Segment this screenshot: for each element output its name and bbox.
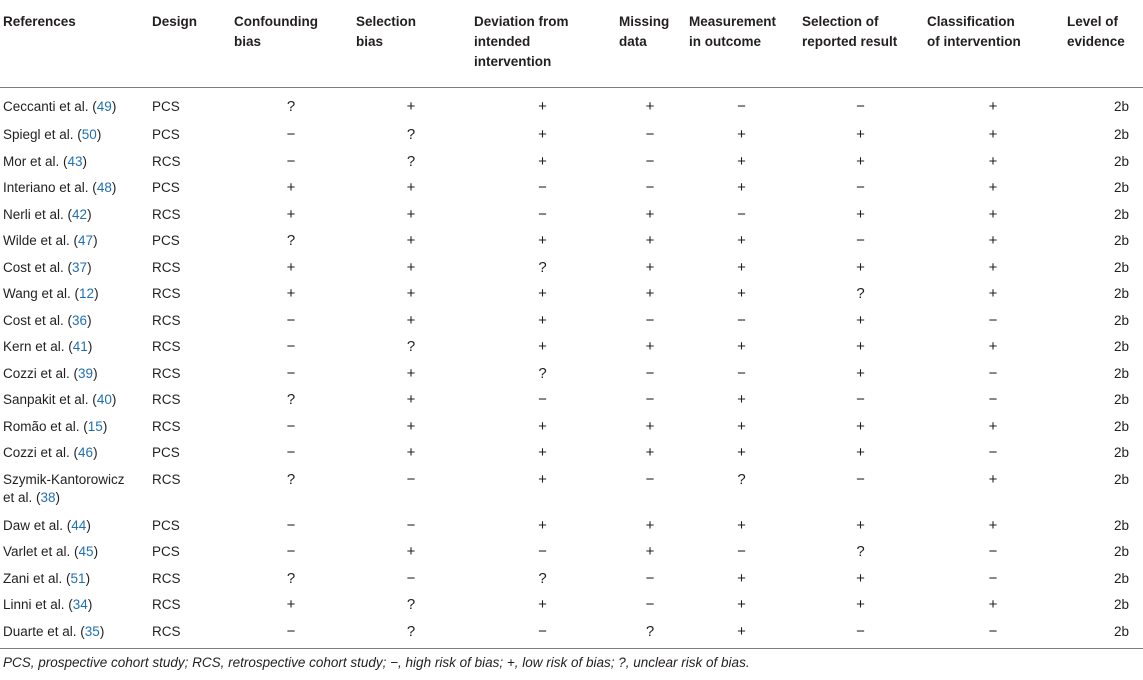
citation-paren: ) bbox=[102, 418, 108, 434]
bias-rating-cell: + bbox=[538, 596, 547, 613]
bias-rating-cell: + bbox=[856, 364, 865, 382]
reference-cell bbox=[0, 307, 152, 334]
reference-cell bbox=[0, 439, 152, 466]
column-header: Measurement in outcome bbox=[689, 14, 777, 49]
design-cell: PCS bbox=[152, 127, 180, 142]
evidence-level-cell: 2b bbox=[1113, 471, 1129, 487]
reference-name: Cost et al. ( bbox=[3, 259, 73, 275]
bias-rating-cell: + bbox=[406, 232, 416, 249]
bias-rating-cell: − bbox=[286, 364, 296, 382]
reference-name: Kern et al. ( bbox=[3, 339, 73, 354]
bias-rating-cell: − bbox=[988, 622, 998, 640]
bias-rating-cell: − bbox=[286, 444, 296, 461]
bias-rating-cell: + bbox=[988, 470, 998, 488]
citation-link[interactable]: 37 bbox=[72, 259, 88, 275]
bias-rating-cell: − bbox=[737, 97, 746, 115]
table-row bbox=[0, 360, 1143, 387]
reference-cell bbox=[0, 413, 152, 440]
bias-rating-cell: + bbox=[737, 258, 746, 276]
evidence-level-cell: 2b bbox=[1113, 418, 1129, 434]
design-cell: RCS bbox=[152, 286, 181, 301]
bias-rating-cell: + bbox=[856, 205, 865, 223]
bias-rating-cell: ? bbox=[856, 543, 865, 560]
table-row bbox=[0, 413, 1143, 440]
reference-name: Cost et al. ( bbox=[3, 312, 73, 328]
table-row bbox=[0, 87, 1143, 121]
reference-cell bbox=[0, 565, 152, 592]
table-row bbox=[0, 512, 1143, 539]
table-row bbox=[0, 148, 1143, 175]
reference-name: Szymik-Kantorowicz et al. ( bbox=[3, 471, 125, 505]
citation-link[interactable]: 40 bbox=[96, 392, 112, 407]
bias-rating-cell: − bbox=[645, 596, 655, 613]
bias-rating-cell: + bbox=[406, 205, 416, 223]
reference-name: Wilde et al. ( bbox=[3, 233, 79, 248]
bias-rating-cell: − bbox=[737, 311, 746, 329]
bias-rating-cell: + bbox=[737, 417, 746, 435]
citation-link[interactable]: 49 bbox=[96, 98, 112, 114]
bias-rating-cell: + bbox=[856, 569, 865, 587]
evidence-level-cell: 2b bbox=[1113, 392, 1129, 407]
bias-rating-cell: + bbox=[737, 338, 746, 355]
design-cell: PCS bbox=[152, 98, 180, 114]
bias-rating-cell: + bbox=[538, 417, 547, 435]
column-header: Confounding bias bbox=[234, 14, 318, 49]
column-header: References bbox=[3, 14, 76, 29]
design-cell: PCS bbox=[152, 233, 180, 248]
citation-link[interactable]: 34 bbox=[72, 597, 88, 612]
bias-rating-cell: − bbox=[286, 311, 296, 329]
bias-rating-cell: ? bbox=[286, 391, 296, 408]
citation-link[interactable]: 50 bbox=[81, 127, 97, 142]
bias-rating-cell: + bbox=[988, 417, 998, 435]
reference-cell bbox=[0, 591, 152, 618]
bias-rating-cell: − bbox=[406, 569, 416, 587]
citation-paren: ) bbox=[111, 98, 117, 114]
bias-rating-cell: − bbox=[988, 444, 998, 461]
reference-cell bbox=[0, 87, 152, 121]
bias-rating-cell: − bbox=[286, 152, 296, 170]
column-header: Deviation from intended intervention bbox=[474, 14, 569, 69]
citation-paren: ) bbox=[87, 312, 92, 328]
citation-link[interactable]: 51 bbox=[70, 570, 86, 586]
bias-rating-cell: ? bbox=[538, 258, 547, 276]
reference-cell bbox=[0, 386, 152, 413]
bias-rating-cell: − bbox=[538, 543, 547, 560]
bias-rating-cell: ? bbox=[286, 569, 296, 587]
reference-name: Sanpakit et al. ( bbox=[3, 392, 97, 407]
bias-rating-cell: − bbox=[538, 622, 547, 640]
bias-rating-cell: ? bbox=[538, 569, 547, 587]
citation-paren: ) bbox=[55, 489, 61, 505]
bias-rating-cell: + bbox=[406, 391, 416, 408]
bias-rating-cell: ? bbox=[406, 596, 416, 613]
table-footnote: PCS, prospective cohort study; RCS, retrospective cohort study; −, high risk of bias; +, low risk of bias; ?, unclear risk of bias. bbox=[3, 655, 750, 670]
design-cell: RCS bbox=[152, 206, 181, 222]
evidence-level-cell: 2b bbox=[1113, 544, 1129, 559]
citation-paren: ) bbox=[86, 517, 91, 533]
bias-rating-cell: + bbox=[737, 126, 746, 143]
bias-rating-cell: + bbox=[406, 179, 416, 196]
design-cell: RCS bbox=[152, 471, 181, 487]
reference-cell bbox=[0, 466, 152, 512]
bias-rating-cell: ? bbox=[406, 622, 416, 640]
bias-rating-cell: + bbox=[856, 338, 865, 355]
citation-link[interactable]: 38 bbox=[40, 489, 56, 505]
reference-cell bbox=[0, 538, 152, 565]
bias-rating-cell: + bbox=[406, 417, 416, 435]
bias-rating-cell: + bbox=[737, 622, 746, 640]
citation-link[interactable]: 15 bbox=[87, 418, 103, 434]
bias-rating-cell: − bbox=[988, 391, 998, 408]
reference-cell bbox=[0, 333, 152, 360]
reference-name: Ceccanti et al. ( bbox=[3, 98, 97, 114]
citation-link[interactable]: 44 bbox=[71, 517, 87, 533]
bias-rating-cell: − bbox=[856, 470, 865, 488]
bias-rating-cell: + bbox=[645, 444, 655, 461]
bias-rating-cell: + bbox=[737, 444, 746, 461]
bias-rating-cell: + bbox=[286, 179, 296, 196]
bias-rating-cell: + bbox=[538, 338, 547, 355]
evidence-level-cell: 2b bbox=[1113, 153, 1129, 169]
citation-link[interactable]: 41 bbox=[72, 339, 88, 354]
reference-cell bbox=[0, 360, 152, 387]
bias-rating-cell: + bbox=[286, 258, 296, 276]
citation-paren: ) bbox=[87, 339, 93, 354]
table-row bbox=[0, 307, 1143, 334]
bias-rating-cell: + bbox=[988, 258, 998, 276]
table-header bbox=[0, 0, 1143, 87]
citation-paren: ) bbox=[93, 445, 98, 460]
bias-rating-cell: + bbox=[988, 285, 998, 302]
citation-paren: ) bbox=[99, 623, 105, 639]
bias-rating-cell: + bbox=[645, 543, 655, 560]
evidence-level-cell: 2b bbox=[1113, 98, 1129, 114]
table-row bbox=[0, 227, 1143, 254]
column-header: Design bbox=[152, 14, 198, 29]
bias-rating-cell: + bbox=[856, 516, 865, 534]
bias-rating-cell: − bbox=[645, 391, 655, 408]
bias-rating-cell: ? bbox=[856, 285, 865, 302]
design-cell: RCS bbox=[152, 418, 181, 434]
design-cell: RCS bbox=[152, 570, 181, 586]
bias-rating-cell: + bbox=[645, 232, 655, 249]
citation-paren: ) bbox=[82, 153, 88, 169]
bias-rating-cell: − bbox=[645, 311, 655, 329]
bias-rating-cell: − bbox=[645, 126, 655, 143]
bias-rating-cell: − bbox=[856, 232, 865, 249]
bias-rating-cell: − bbox=[286, 126, 296, 143]
evidence-level-cell: 2b bbox=[1113, 259, 1129, 275]
citation-link[interactable]: 12 bbox=[79, 286, 95, 301]
reference-name: Cozzi et al. ( bbox=[3, 445, 79, 460]
bias-rating-cell: + bbox=[645, 516, 655, 534]
evidence-level-cell: 2b bbox=[1113, 365, 1129, 381]
citation-paren: ) bbox=[85, 570, 91, 586]
bias-rating-cell: + bbox=[988, 179, 998, 196]
column-header: Classification of intervention bbox=[927, 14, 1021, 49]
reference-name: Interiano et al. ( bbox=[3, 180, 97, 195]
evidence-level-cell: 2b bbox=[1113, 623, 1129, 639]
bias-rating-cell: ? bbox=[406, 338, 416, 355]
reference-name: Mor et al. ( bbox=[3, 153, 68, 169]
reference-name: Duarte et al. ( bbox=[3, 623, 85, 639]
evidence-level-cell: 2b bbox=[1113, 570, 1129, 586]
citation-paren: ) bbox=[111, 180, 117, 195]
table-row bbox=[0, 466, 1143, 512]
design-cell: RCS bbox=[152, 312, 181, 328]
bias-rating-cell: ? bbox=[286, 470, 296, 488]
bias-rating-cell: + bbox=[856, 596, 865, 613]
citation-link[interactable]: 43 bbox=[67, 153, 83, 169]
citation-paren: ) bbox=[111, 392, 117, 407]
column-header: Selection bias bbox=[356, 14, 417, 49]
bias-rating-cell: + bbox=[988, 152, 998, 170]
table-body bbox=[0, 87, 1143, 649]
bias-rating-cell: + bbox=[988, 126, 998, 143]
table-row bbox=[0, 121, 1143, 148]
bias-rating-cell: − bbox=[645, 569, 655, 587]
bias-rating-cell: + bbox=[406, 444, 416, 461]
citation-link[interactable]: 42 bbox=[72, 206, 88, 222]
reference-cell bbox=[0, 512, 152, 539]
evidence-level-cell: 2b bbox=[1113, 127, 1129, 142]
design-cell: PCS bbox=[152, 180, 180, 195]
table-row bbox=[0, 591, 1143, 618]
design-cell: PCS bbox=[152, 517, 180, 533]
bias-rating-cell: + bbox=[988, 338, 998, 355]
citation-paren: ) bbox=[93, 544, 99, 559]
bias-rating-cell: − bbox=[737, 364, 746, 382]
bias-rating-cell: − bbox=[286, 516, 296, 534]
table-row bbox=[0, 386, 1143, 413]
table-row bbox=[0, 538, 1143, 565]
bias-rating-cell: + bbox=[286, 205, 296, 223]
citation-paren: ) bbox=[96, 127, 102, 142]
bias-rating-cell: + bbox=[286, 285, 296, 302]
design-cell: RCS bbox=[152, 153, 181, 169]
bias-rating-cell: + bbox=[988, 516, 998, 534]
table-row bbox=[0, 254, 1143, 281]
column-header: Selection of reported result bbox=[802, 14, 898, 49]
bias-rating-cell: + bbox=[406, 543, 416, 560]
design-cell: RCS bbox=[152, 365, 181, 381]
bias-rating-cell: + bbox=[406, 97, 416, 115]
design-cell: PCS bbox=[152, 445, 180, 460]
table-row bbox=[0, 174, 1143, 201]
reference-name: Romão et al. ( bbox=[3, 418, 88, 434]
citation-paren: ) bbox=[87, 597, 93, 612]
bias-rating-cell: + bbox=[538, 285, 547, 302]
bias-rating-cell: + bbox=[988, 232, 998, 249]
table-row bbox=[0, 618, 1143, 649]
reference-name: Daw et al. ( bbox=[3, 517, 72, 533]
bias-rating-cell: + bbox=[645, 97, 655, 115]
bias-rating-cell: − bbox=[286, 338, 296, 355]
evidence-level-cell: 2b bbox=[1113, 233, 1129, 248]
bias-rating-cell: ? bbox=[406, 152, 416, 170]
citation-link[interactable]: 45 bbox=[78, 544, 94, 559]
bias-rating-cell: − bbox=[856, 97, 865, 115]
bias-rating-cell: + bbox=[737, 516, 746, 534]
bias-rating-cell: − bbox=[645, 364, 655, 382]
citation-link[interactable]: 48 bbox=[96, 180, 112, 195]
bias-rating-cell: + bbox=[406, 285, 416, 302]
bias-rating-cell: − bbox=[856, 391, 865, 408]
reference-cell bbox=[0, 201, 152, 228]
bias-rating-cell: + bbox=[856, 417, 865, 435]
reference-name: Wang et al. ( bbox=[3, 286, 80, 301]
bias-rating-cell: − bbox=[286, 622, 296, 640]
citation-paren: ) bbox=[93, 365, 98, 381]
table-row bbox=[0, 201, 1143, 228]
table-row bbox=[0, 333, 1143, 360]
bias-rating-cell: + bbox=[538, 152, 547, 170]
reference-name: Zani et al. ( bbox=[3, 570, 71, 586]
design-cell: RCS bbox=[152, 392, 181, 407]
bias-rating-cell: − bbox=[856, 622, 865, 640]
bias-rating-cell: + bbox=[737, 232, 746, 249]
bias-rating-cell: + bbox=[856, 444, 865, 461]
bias-rating-cell: + bbox=[645, 205, 655, 223]
bias-rating-cell: + bbox=[988, 97, 998, 115]
bias-rating-cell: − bbox=[737, 543, 746, 560]
evidence-level-cell: 2b bbox=[1113, 286, 1129, 301]
citation-link[interactable]: 47 bbox=[78, 233, 94, 248]
bias-rating-cell: ? bbox=[538, 364, 547, 382]
design-cell: RCS bbox=[152, 339, 181, 354]
reference-name: Nerli et al. ( bbox=[3, 206, 73, 222]
bias-rating-cell: + bbox=[538, 126, 547, 143]
evidence-level-cell: 2b bbox=[1113, 445, 1129, 460]
reference-cell bbox=[0, 280, 152, 307]
bias-rating-cell: − bbox=[286, 543, 296, 560]
bias-rating-cell: + bbox=[856, 311, 865, 329]
bias-rating-cell: − bbox=[856, 179, 865, 196]
evidence-level-cell: 2b bbox=[1113, 597, 1129, 612]
bias-rating-cell: + bbox=[286, 596, 296, 613]
column-header: Level of evidence bbox=[1067, 14, 1125, 49]
design-cell: RCS bbox=[152, 259, 181, 275]
bias-rating-cell: + bbox=[988, 205, 998, 223]
citation-paren: ) bbox=[87, 206, 92, 222]
evidence-level-cell: 2b bbox=[1113, 312, 1129, 328]
bias-rating-cell: + bbox=[737, 179, 746, 196]
bias-rating-cell: + bbox=[538, 232, 547, 249]
bias-rating-cell: + bbox=[856, 126, 865, 143]
bias-rating-cell: + bbox=[645, 338, 655, 355]
bias-rating-cell: ? bbox=[406, 126, 416, 143]
reference-cell bbox=[0, 121, 152, 148]
evidence-level-cell: 2b bbox=[1113, 517, 1129, 533]
reference-cell bbox=[0, 618, 152, 649]
design-cell: RCS bbox=[152, 623, 181, 639]
citation-link[interactable]: 39 bbox=[78, 365, 94, 381]
reference-name: Spiegl et al. ( bbox=[3, 127, 82, 142]
bias-rating-cell: + bbox=[737, 152, 746, 170]
bias-rating-cell: + bbox=[538, 470, 547, 488]
reference-name: Cozzi et al. ( bbox=[3, 365, 79, 381]
bias-rating-cell: + bbox=[737, 285, 746, 302]
bias-rating-cell: + bbox=[645, 417, 655, 435]
bias-rating-cell: − bbox=[645, 470, 655, 488]
table-row bbox=[0, 280, 1143, 307]
table-row bbox=[0, 439, 1143, 466]
bias-rating-cell: + bbox=[856, 152, 865, 170]
bias-rating-cell: ? bbox=[286, 97, 296, 115]
bias-rating-cell: − bbox=[988, 311, 998, 329]
design-cell: PCS bbox=[152, 544, 180, 559]
bias-rating-cell: ? bbox=[286, 232, 296, 249]
bias-rating-cell: + bbox=[538, 516, 547, 534]
evidence-level-cell: 2b bbox=[1113, 206, 1129, 222]
reference-name: Linni et al. ( bbox=[3, 597, 73, 612]
design-cell: RCS bbox=[152, 597, 181, 612]
bias-rating-cell: ? bbox=[737, 470, 746, 488]
bias-rating-cell: − bbox=[645, 179, 655, 196]
bias-rating-cell: + bbox=[538, 311, 547, 329]
column-header: Missing data bbox=[619, 14, 670, 49]
reference-cell bbox=[0, 148, 152, 175]
bias-rating-cell: + bbox=[737, 596, 746, 613]
bias-rating-cell: − bbox=[538, 205, 547, 223]
bias-rating-cell: + bbox=[406, 258, 416, 276]
bias-rating-cell: − bbox=[737, 205, 746, 223]
table-row bbox=[0, 565, 1143, 592]
bias-rating-cell: + bbox=[538, 444, 547, 461]
citation-paren: ) bbox=[87, 259, 92, 275]
header-row bbox=[0, 0, 1143, 87]
bias-rating-cell: + bbox=[406, 364, 416, 382]
bias-rating-cell: + bbox=[737, 569, 746, 587]
citation-link[interactable]: 46 bbox=[78, 445, 94, 460]
evidence-level-cell: 2b bbox=[1113, 339, 1129, 354]
citation-link[interactable]: 36 bbox=[72, 312, 88, 328]
bias-rating-cell: − bbox=[538, 179, 547, 196]
bias-rating-cell: + bbox=[645, 285, 655, 302]
citation-link[interactable]: 35 bbox=[84, 623, 100, 639]
bias-rating-cell: − bbox=[988, 364, 998, 382]
bias-rating-cell: + bbox=[406, 311, 416, 329]
bias-rating-cell: ? bbox=[645, 622, 655, 640]
bias-rating-cell: − bbox=[538, 391, 547, 408]
bias-rating-cell: + bbox=[538, 97, 547, 115]
bias-rating-cell: − bbox=[988, 543, 998, 560]
bias-rating-cell: − bbox=[988, 569, 998, 587]
bias-rating-cell: + bbox=[856, 258, 865, 276]
reference-name: Varlet et al. ( bbox=[3, 544, 79, 559]
bias-rating-cell: − bbox=[286, 417, 296, 435]
bias-rating-cell: + bbox=[737, 391, 746, 408]
citation-paren: ) bbox=[93, 233, 98, 248]
reference-cell bbox=[0, 174, 152, 201]
bias-rating-cell: + bbox=[988, 596, 998, 613]
bias-rating-cell: + bbox=[645, 258, 655, 276]
reference-cell bbox=[0, 254, 152, 281]
citation-paren: ) bbox=[94, 286, 99, 301]
bias-rating-cell: − bbox=[645, 152, 655, 170]
bias-rating-cell: − bbox=[406, 516, 416, 534]
evidence-level-cell: 2b bbox=[1113, 180, 1129, 195]
reference-cell bbox=[0, 227, 152, 254]
bias-rating-cell: − bbox=[406, 470, 416, 488]
